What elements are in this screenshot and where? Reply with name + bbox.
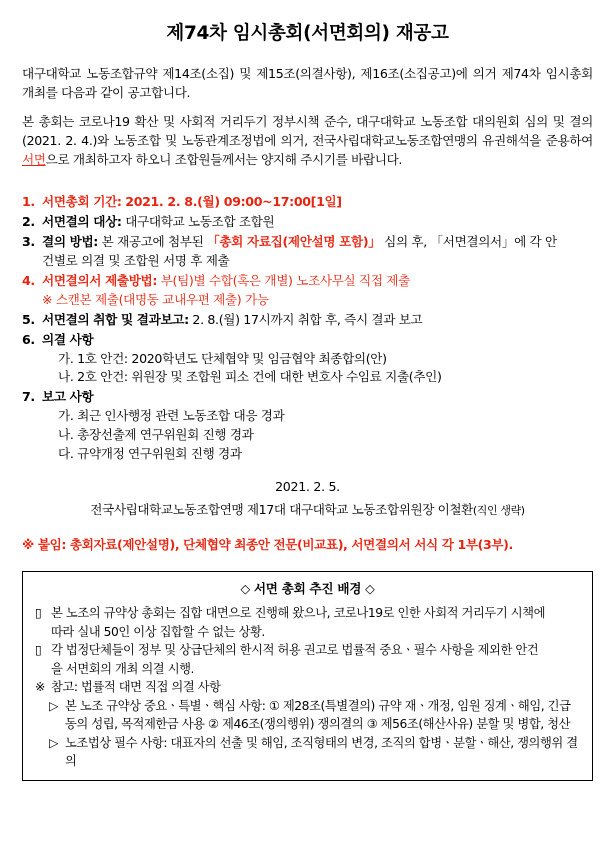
agenda-item-1-value: 2021. 2. 8.(월) 09:00~17:00[1일] xyxy=(125,194,342,210)
agenda-item-3 xyxy=(22,233,593,271)
background-line-3-text: 참고: 법률적 대면 직접 의결 사항 xyxy=(51,680,221,695)
background-line-1-text: 본 노조의 규약상 총회는 집합 대면으로 진행해 왔으나, 코로나19로 인한 사회적 거리두기 시책에 xyxy=(51,606,546,621)
agenda-item-3-label: 결의 방법: xyxy=(42,234,98,250)
agenda-item-6-sub-1: 가. 1호 안건: 2020학년도 단체협약 및 임금협약 최종합의(안) xyxy=(58,350,387,366)
agenda-item-2-value: 대구대학교 노동조합 조합원 xyxy=(125,214,275,230)
signature-seal-note: (직인 생략) xyxy=(472,503,525,517)
agenda-item-3-emphasis: 「총회 자료집(제안설명 포함)」 xyxy=(207,234,381,250)
signature-name: 전국사립대학교노동조합연맹 제17대 대구대학교 노동조합위원장 이철환 xyxy=(90,501,473,517)
agenda-item-4-value: 부(팀)별 수합(혹은 개별) 노조사무실 직접 제출 xyxy=(160,273,410,289)
agenda-list xyxy=(22,193,593,463)
agenda-item-1-label: 서면총회 기간: xyxy=(42,194,122,210)
background-line-1-cont: 따라 실내 50인 이상 집합할 수 없는 상황. xyxy=(51,624,265,639)
background-box xyxy=(22,571,593,782)
intro-paragraph-2 xyxy=(22,112,593,169)
page-title: 제74차 임시총회(서면회의) 재공고 xyxy=(166,23,449,44)
agenda-item-4 xyxy=(22,272,593,310)
agenda-item-5-value: 2. 8.(월) 17시까지 취합 후, 즉시 결과 보고 xyxy=(192,311,423,327)
intro-paragraph-1: 대구대학교 노동조합규약 제14조(소집) 및 제15조(의결사항), 제16조(소집공고)에 의거 제74차 임시총회 개최를 다음과 같이 공고합니다. xyxy=(22,65,593,100)
issue-date: 2021. 2. 5. xyxy=(275,478,340,494)
agenda-item-7-sub-3: 다. 규약개정 연구위원회 진행 경과 xyxy=(58,446,242,462)
agenda-item-7-sub-1: 가. 최근 인사행정 관련 노동조합 대응 경과 xyxy=(58,408,285,424)
agenda-item-1 xyxy=(22,193,593,212)
background-line-2 xyxy=(35,641,580,659)
square-bullet-icon: ▯ xyxy=(35,606,42,621)
background-sub-1 xyxy=(35,697,580,715)
square-bullet-icon: ▯ xyxy=(35,643,42,658)
agenda-item-5-number: 5. xyxy=(22,311,35,327)
agenda-item-6-label: 의결 사항 xyxy=(42,331,94,347)
signature xyxy=(22,501,593,520)
agenda-item-4-label: 서면결의서 제출방법: xyxy=(42,273,158,289)
agenda-item-4-number: 4. xyxy=(22,273,35,289)
reference-mark-icon: ※ xyxy=(35,680,45,695)
agenda-item-5 xyxy=(22,311,593,330)
agenda-item-6-sub-2: 나. 2호 안건: 위원장 및 조합원 피소 건에 대한 변호사 수임료 지출(추인) xyxy=(58,369,442,385)
background-sub-1-cont: 동의 성립, 목적제한금 사용 ② 제46조(쟁의행위) 쟁의결의 ③ 제56조(해산사유) 분할 및 병합, 청산 xyxy=(65,717,571,732)
agenda-item-7-number: 7. xyxy=(22,389,35,405)
background-line-1 xyxy=(35,604,580,622)
background-line-2-cont: 을 서면회의 개최 의결 시행. xyxy=(51,661,195,676)
agenda-item-7-label: 보고 사항 xyxy=(42,389,94,405)
background-sub-2 xyxy=(35,734,580,771)
attachment-note: ※ 붙임: 총회자료(제안설명), 단체협약 최종안 전문(비교표), 서면결의서 서식 각 1부(3부). xyxy=(22,536,513,552)
agenda-item-4-note: ※ 스캔본 제출(대명동 교내우편 제출) 가능 xyxy=(42,291,269,307)
agenda-item-3-continuation: 건별로 의결 및 조합원 서명 후 제출 xyxy=(42,253,230,269)
intro-2-text-a: 본 총회는 코로나19 확산 및 사회적 거리두기 정부시책 준수, 대구대학교 노동조합 대의원회 심의 및 결의(2021. 2. 4.)와 노동조합 및 노동관계조정법에 의거, 전국사립대학교노동조합연맹의 유권해석을 준용하여 xyxy=(22,114,593,149)
background-sub-1-text: 본 노조 규약상 중요ㆍ특별ㆍ핵심 사항: ① 제28조(특별결의) 규약 재ㆍ개정, 임원 징계ㆍ해임, 긴급 xyxy=(65,698,571,713)
intro-2-link: 서면 xyxy=(22,152,46,168)
agenda-item-2 xyxy=(22,213,593,232)
triangle-bullet-icon: ▷ xyxy=(49,698,59,713)
background-line-2-text: 각 법정단체들이 정부 및 상급단체의 한시적 허용 권고로 법률적 중요ㆍ필수 사항을 제외한 안건 xyxy=(51,643,539,658)
agenda-item-3-number: 3. xyxy=(22,234,35,250)
agenda-item-5-label: 서면결의 취합 및 결과보고: xyxy=(42,311,189,327)
triangle-bullet-icon: ▷ xyxy=(49,735,59,750)
agenda-item-6 xyxy=(22,331,593,388)
agenda-item-3-value-mid: 심의 후, 「서면결의서」에 각 안 xyxy=(380,234,557,250)
background-box-title: ◇ 서면 총회 추진 배경 ◇ xyxy=(240,580,375,596)
agenda-item-2-number: 2. xyxy=(22,214,35,230)
agenda-item-7 xyxy=(22,388,593,464)
agenda-item-7-sub-2: 나. 총장선출제 연구위원회 진행 경과 xyxy=(58,427,254,443)
background-sub-2-text: 노조법상 필수 사항: 대표자의 선출 및 해임, 조직형태의 변경, 조직의 합병ㆍ분할ㆍ해산, 쟁의행위 결의 xyxy=(65,735,578,768)
background-line-3 xyxy=(35,678,580,696)
agenda-item-1-number: 1. xyxy=(22,194,35,210)
intro-2-text-b: 으로 개최하고자 하오니 조합원들께서는 양지해 주시기를 바랍니다. xyxy=(45,152,403,168)
agenda-item-2-label: 서면결의 대상: xyxy=(42,214,122,230)
agenda-item-3-value-pre: 본 재공고에 첨부된 xyxy=(101,234,208,250)
agenda-item-6-number: 6. xyxy=(22,331,35,347)
